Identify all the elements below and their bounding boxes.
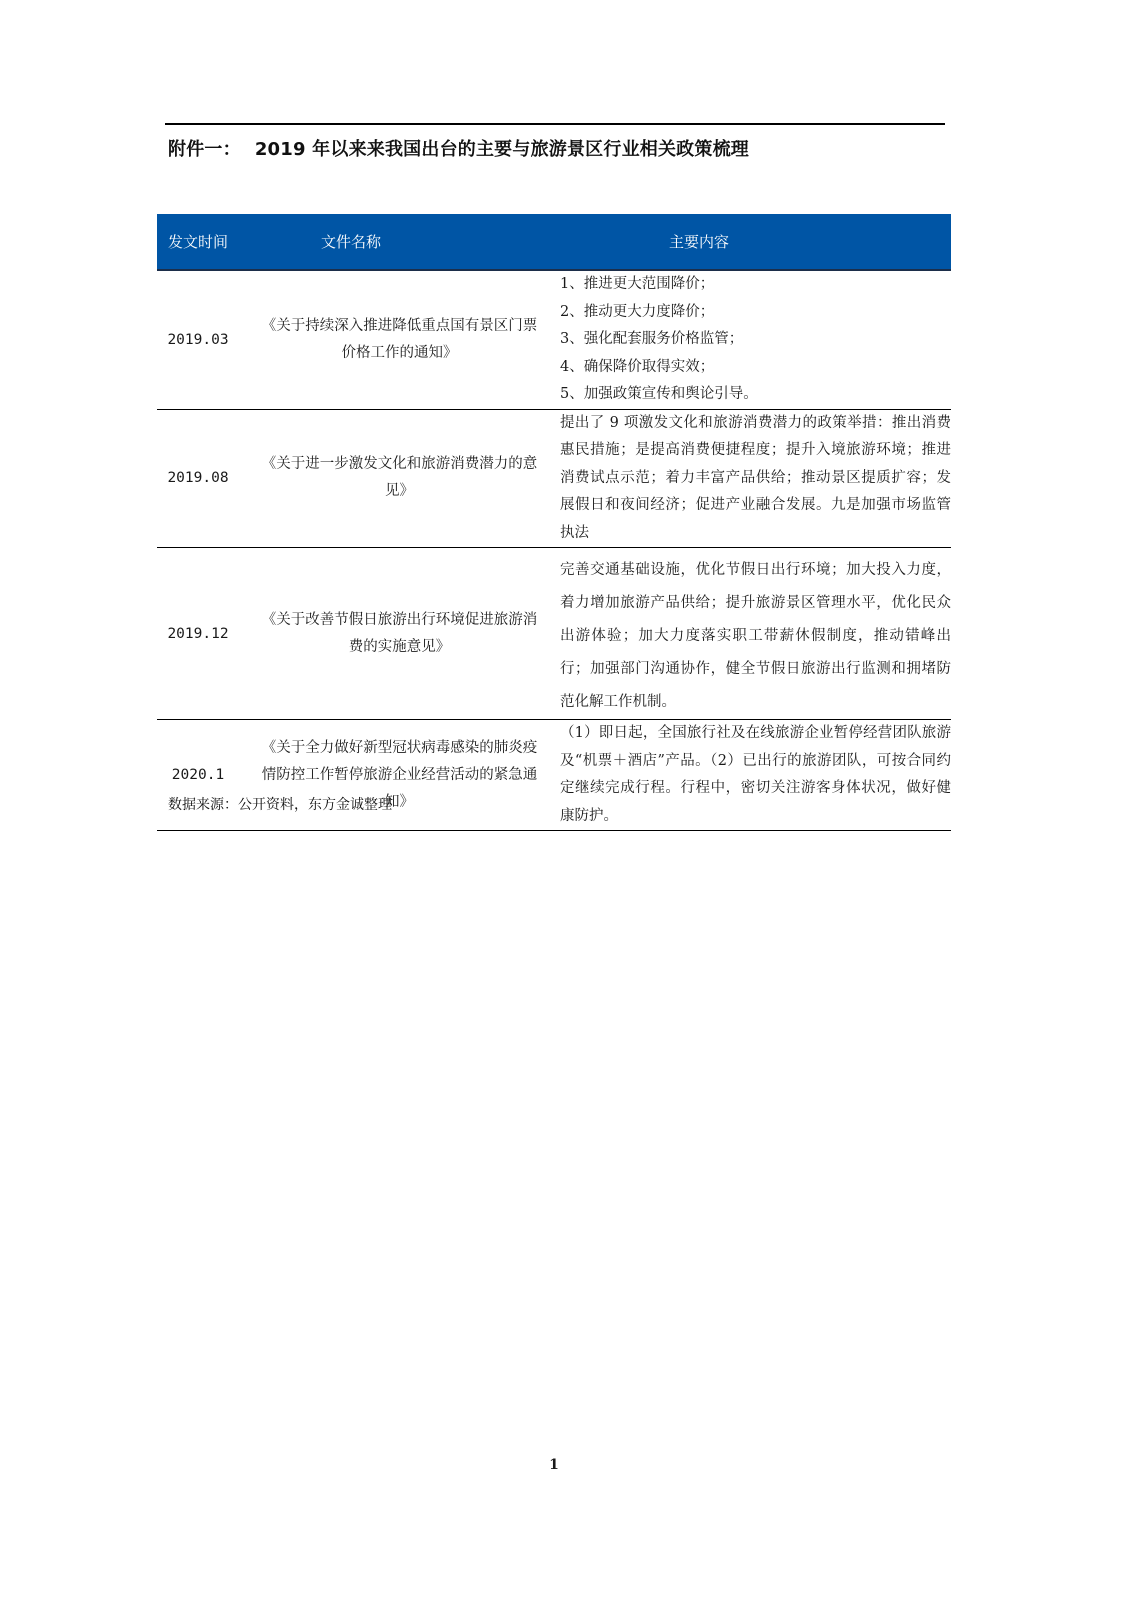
- content-item: 2、推动更大力度降价；: [560, 303, 715, 320]
- page-title: [168, 135, 749, 161]
- row-content: 提出了 9 项激发文化和旅游消费潜力的政策举措：推出消费惠民措施；是提高消费便捷程度；提升入境旅游环境；推进消费试点示范；着力丰富产品供给；推动景区提质扩容；发展假日和夜间经济；促进产业融合发展。九是加强市场监管执法: [552, 409, 951, 548]
- table-row: [157, 548, 951, 720]
- row-date: 2019.03: [157, 270, 239, 409]
- row-content: 完善交通基础设施，优化节假日出行环境；加大投入力度，着力增加旅游产品供给；提升旅游景区管理水平，优化民众出游体验；加大力度落实职工带薪休假制度，推动错峰出行；加强部门沟通协作，健全节假日旅游出行监测和拥堵防范化解工作机制。: [552, 548, 951, 720]
- row-document-name: 《关于持续深入推进降低重点国有景区门票价格工作的通知》: [239, 270, 552, 409]
- data-source-note: 数据来源：公开资料，东方金诚整理: [168, 797, 392, 813]
- row-date: 2020.1: [157, 720, 239, 831]
- row-content: [552, 270, 951, 409]
- table-row: [157, 270, 951, 409]
- page-number: 1: [549, 1457, 559, 1473]
- row-content: （1）即日起，全国旅行社及在线旅游企业暂停经营团队旅游及“机票＋酒店”产品。（2）已出行的旅游团队，可按合同约定继续完成行程。行程中，密切关注游客身体状况，做好健康防护。: [552, 720, 951, 831]
- row-document-name: 《关于改善节假日旅游出行环境促进旅游消费的实施意见》: [239, 548, 552, 720]
- row-document-name: 《关于进一步激发文化和旅游消费潜力的意见》: [239, 409, 552, 548]
- policy-table: [157, 214, 951, 831]
- row-date: 2019.08: [157, 409, 239, 548]
- header-name: 文件名称: [239, 214, 552, 270]
- header-content: 主要内容: [552, 214, 951, 270]
- content-item: 3、强化配套服务价格监管；: [560, 331, 744, 347]
- top-rule: [165, 123, 945, 125]
- header-date: 发文时间: [157, 214, 239, 270]
- title-lead: 附件一：: [168, 139, 241, 160]
- table-header-row: [157, 214, 951, 270]
- content-item: 5、加强政策宣传和舆论引导。: [560, 386, 758, 402]
- row-date: 2019.12: [157, 548, 239, 720]
- title-text: 2019 年以来来我国出台的主要与旅游景区行业相关政策梳理: [254, 139, 749, 160]
- row-document-name: 《关于全力做好新型冠状病毒感染的肺炎疫情防控工作暂停旅游企业经营活动的紧急通知》: [239, 720, 552, 831]
- content-item: 4、确保降价取得实效；: [560, 358, 715, 375]
- content-item: 1、推进更大范围降价；: [560, 276, 715, 292]
- table-row: [157, 409, 951, 548]
